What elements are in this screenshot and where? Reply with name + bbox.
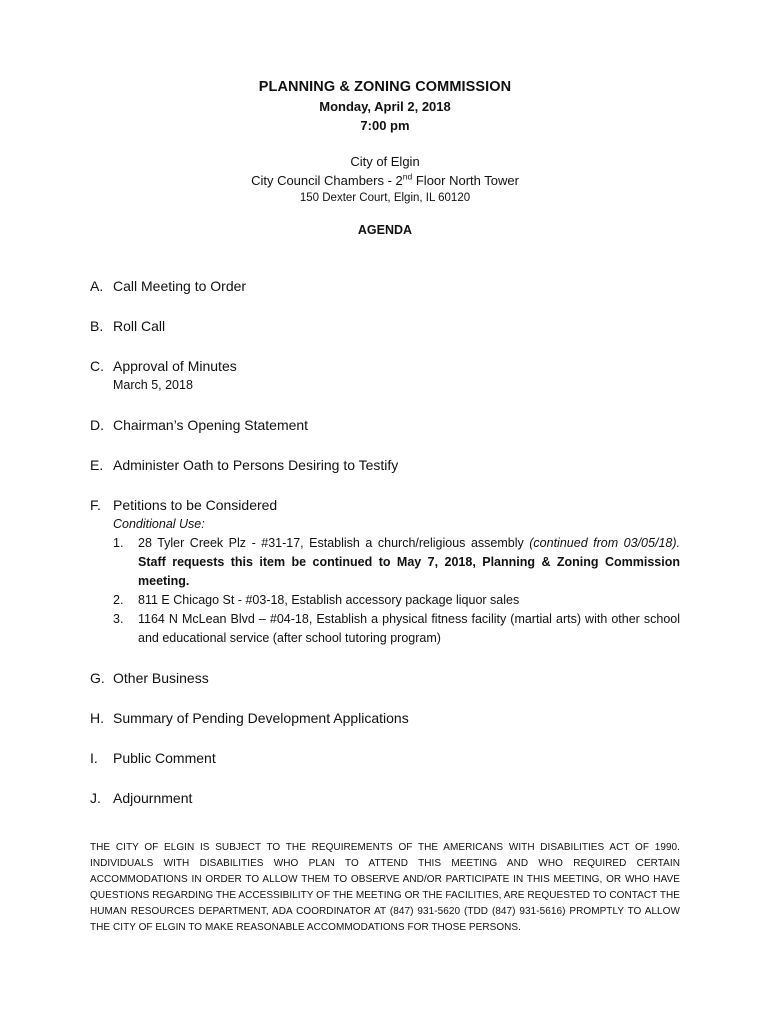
petition-number: 2.	[113, 593, 124, 607]
agenda-item-i	[90, 748, 680, 768]
petition-text: 811 E Chicago St - #03-18, Establish accessory package liquor sales	[138, 593, 520, 607]
item-label: Petitions to be Considered	[113, 497, 278, 513]
item-label: Chairman’s Opening Statement	[113, 417, 309, 433]
meeting-time: 7:00 pm	[360, 118, 410, 133]
item-letter: F.	[90, 497, 101, 513]
item-label: Approval of Minutes	[113, 358, 237, 374]
item-label: Call Meeting to Order	[113, 278, 247, 294]
petition-text: 1164 N McLean Blvd – #04-18, Establish a physical fitness facility (martial arts) with other school and educational service (after school tutoring program)	[138, 612, 680, 645]
agenda-items	[90, 276, 680, 808]
petition-item	[113, 591, 680, 610]
petition-text: 28 Tyler Creek Plz - #31-17, Establish a church/religious assembly	[138, 536, 530, 550]
meeting-date: Monday, April 2, 2018	[319, 99, 451, 114]
item-label: Summary of Pending Development Applications	[113, 710, 409, 726]
item-label: Roll Call	[113, 318, 166, 334]
petition-continued-note: (continued from 03/05/18).	[529, 536, 680, 550]
agenda-item-e	[90, 455, 680, 475]
item-letter: C.	[90, 358, 104, 374]
venue-address: 150 Dexter Court, Elgin, IL 60120	[299, 192, 471, 204]
agenda-item-c	[90, 356, 680, 376]
commission-title: PLANNING & ZONING COMMISSION	[258, 79, 512, 95]
agenda-item-f	[90, 495, 680, 515]
staff-request-note: Staff requests this item be continued to May 7, 2018, Planning & Zoning Commission meeting.	[138, 555, 680, 588]
petition-item	[113, 610, 680, 648]
agenda-item-b	[90, 316, 680, 336]
petition-number: 3.	[113, 612, 124, 626]
item-label: Other Business	[113, 670, 209, 686]
item-letter: A.	[90, 278, 104, 294]
agenda-item-g	[90, 668, 680, 688]
item-letter: H.	[90, 710, 104, 726]
item-letter: G.	[90, 670, 105, 686]
item-letter: D.	[90, 417, 104, 433]
city-name: City of Elgin	[350, 154, 420, 169]
minutes-date: March 5, 2018	[113, 378, 193, 392]
agenda-item-d	[90, 415, 680, 435]
item-label: Public Comment	[113, 750, 216, 766]
agenda-item-h	[90, 708, 680, 728]
item-label: Adjournment	[113, 790, 193, 806]
petition-item	[113, 534, 680, 591]
agenda-heading: AGENDA	[357, 223, 413, 237]
meeting-venue: City Council Chambers - 2nd Floor North Tower	[251, 171, 519, 188]
ada-notice: THE CITY OF ELGIN IS SUBJECT TO THE REQUIREMENTS OF THE AMERICANS WITH DISABILITIES ACT OF 1990. INDIVIDUALS WITH DISABILITIES WHO PLAN TO ATTEND THIS MEETING AND WHO REQUIRED CERTAIN ACCOMMODATIONS IN ORDER TO ALLOW THEM TO OBSERVE AND/OR PARTICIPATE IN THIS MEETING, OR WHO HAVE QUESTIONS REGARDING THE ACCESSIBILITY OF THE MEETING OR THE FACILITIES, ARE REQUESTED TO CONTACT THE HUMAN RESOURCES DEPARTMENT, ADA COORDINATOR AT (847) 931-5620 (TDD (847) 931-5616) PROMPTLY TO ALLOW THE CITY OF ELGIN TO MAKE REASONABLE ACCOMMODATIONS FOR THOSE PERSONS.	[90, 842, 680, 933]
agenda-item-a	[90, 276, 680, 296]
petitions-list	[90, 515, 680, 648]
item-letter: J.	[90, 790, 101, 806]
item-letter: B.	[90, 318, 104, 334]
agenda-header	[0, 78, 770, 239]
conditional-use-heading: Conditional Use:	[113, 517, 205, 531]
agenda-item-j	[90, 788, 680, 808]
petition-number: 1.	[113, 536, 124, 550]
item-letter: E.	[90, 457, 104, 473]
item-label: Administer Oath to Persons Desiring to Testify	[113, 457, 399, 473]
item-letter: I.	[90, 750, 98, 766]
